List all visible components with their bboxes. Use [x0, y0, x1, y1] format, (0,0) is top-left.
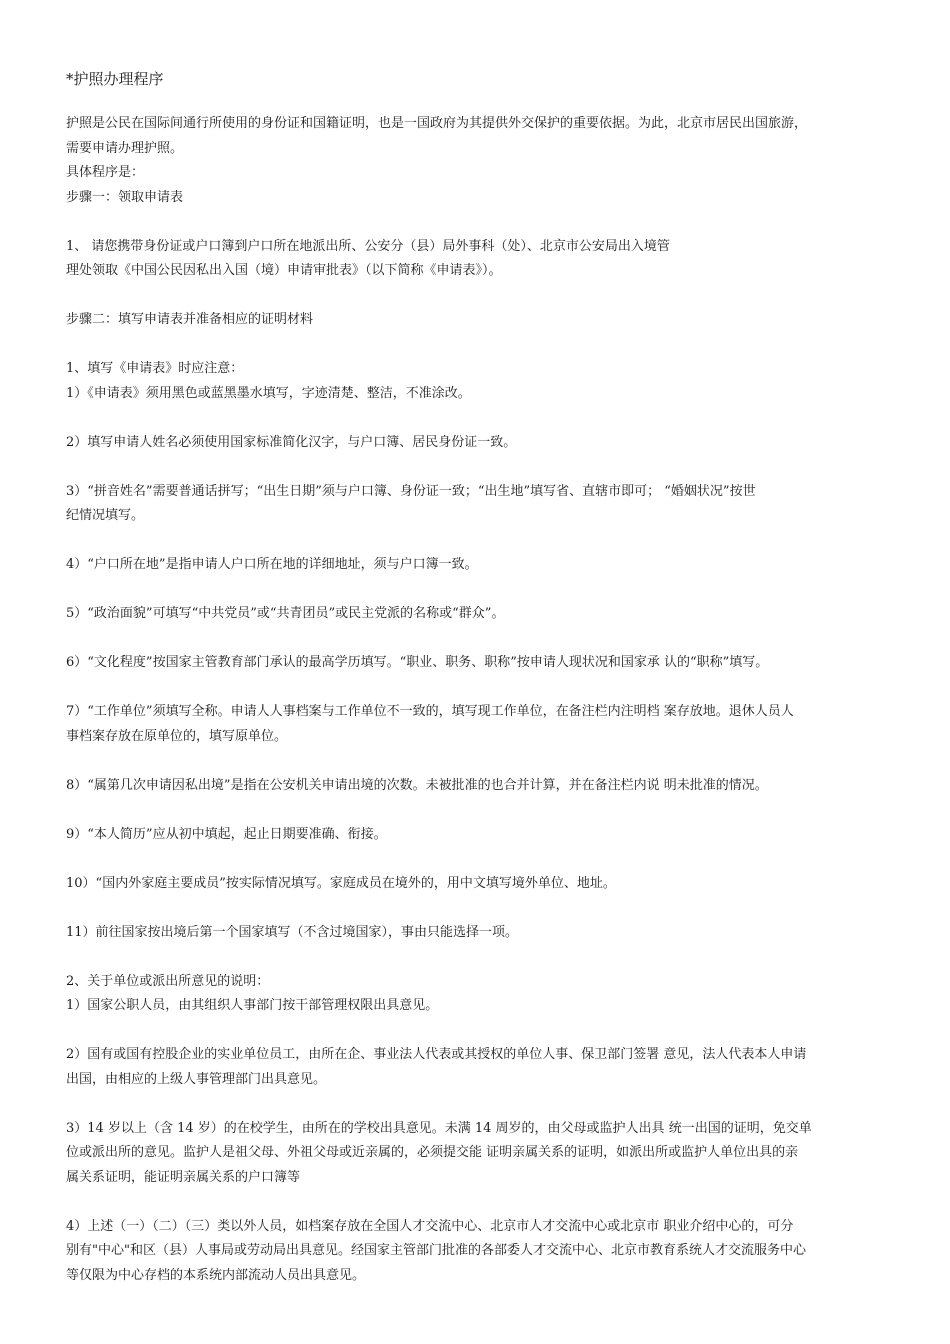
note-4: 4）“户口所在地”是指申请人户口所在地的详细地址，须与户口簿一致。 [66, 557, 478, 572]
step-1-heading: 步骤一：领取申请表 [66, 189, 184, 205]
step-1-item-line-1: 1、 请您携带身份证或户口簿到户口所在地派出所、公安分（县）局外事科（处）、北京市公安局出入境管 [66, 238, 670, 254]
spacer [66, 945, 886, 970]
opinion-4-line-2: 别有"中心"和区（县）人事局或劳动局出具意见。经国家主管部门批准的各部委人才交流中心、北京市教育系统人才交流服务中心 [66, 1243, 806, 1258]
note-11: 11）前往国家按出境后第一个国家填写（不含过境国家），事由只能选择一项。 [66, 924, 519, 940]
spacer [66, 749, 886, 774]
opinion-4-line-3: 等仅限为中心存档的本系统内部流动人员出具意见。 [66, 1267, 366, 1283]
opinion-3-line-3: 属关系证明，能证明亲属关系的户口簿等 [66, 1169, 301, 1185]
opinion-2-line-2: 出国，由相应的上级人事管理部门出具意见。 [66, 1071, 327, 1087]
note-9: 9）“本人简历”应从初中填起，起止日期要准确、衔接。 [66, 826, 387, 842]
note-7-line-1: 7）“工作单位”须填写全称。申请人人事档案与工作单位不一致的，填写现工作单位，在备注栏内注明档 案存放地。退休人员人 [66, 704, 794, 719]
opinion-3-line-1: 3）14 岁以上（含 14 岁）的在校学生，由所在的学校出具意见。未满 14 周岁的，由父母或监护人出具 统一出国的证明，免交单 [66, 1120, 812, 1136]
spacer [66, 210, 886, 235]
document-title: *护照办理程序 [66, 70, 164, 88]
opinion-2-line-1: 2）国有或国有控股企业的实业单位员工，由所在企、事业法人代表或其授权的单位人事、保卫部门签署 意见，法人代表本人申请 [66, 1047, 807, 1062]
spacer [66, 284, 886, 309]
spacer [66, 627, 886, 652]
spacer [66, 333, 886, 358]
intro-line-2: 需要申请办理护照。 [66, 140, 184, 156]
note-1: 1）《申请表》须用黑色或蓝黑墨水填写，字迹清楚、整洁，不准涂改。 [66, 385, 471, 401]
opinion-4-line-1: 4）上述（一）（二）（三）类以外人员，如档案存放在全国人才交流中心、北京市人才交流中心或北京市 职业介绍中心的，可分 [66, 1218, 794, 1234]
fill-notes-heading: 1、填写《申请表》时应注意： [66, 361, 244, 376]
spacer [66, 847, 886, 872]
step-2-heading: 步骤二：填写申请表并准备相应的证明材料 [66, 312, 314, 327]
spacer [66, 455, 886, 480]
document-page [66, 66, 886, 1288]
note-7-line-2: 事档案存放在原单位的，填写原单位。 [66, 728, 288, 744]
spacer [66, 1092, 886, 1117]
note-3-line-1: 3）“拼音姓名”需要普通话拼写；“出生日期”须与户口簿、身份证一致；“出生地”填写省、直辖市即可； “婚姻状况”按世 [66, 483, 756, 499]
note-3-line-2: 纪情况填写。 [66, 508, 145, 523]
note-2: 2）填写申请人姓名必须使用国家标准简化汉字，与户口簿、居民身份证一致。 [66, 434, 517, 450]
opinion-3-line-2: 位或派出所的意见。监护人是祖父母、外祖父母或近亲属的，必须提交能 证明亲属关系的证明，如派出所或监护人单位出具的亲 [66, 1145, 799, 1160]
note-6: 6）“文化程度”按国家主管教育部门承认的最高学历填写。“职业、职务、职称”按申请人现状况和国家承 认的“职称”填写。 [66, 655, 769, 670]
step-1-item-line-2: 理处领取《中国公民因私出入国（境）申请审批表》（以下简称《申请表》）。 [66, 263, 502, 278]
spacer [66, 676, 886, 701]
opinion-1: 1）国家公职人员，由其组织人事部门按干部管理权限出具意见。 [66, 998, 439, 1013]
program-label: 具体程序是： [66, 165, 145, 180]
note-5: 5）“政治面貌”可填写“中共党员”或“共青团员”或民主党派的名称或“群众”。 [66, 606, 505, 621]
spacer [66, 798, 886, 823]
spacer [66, 1019, 886, 1044]
spacer [66, 896, 886, 921]
note-8: 8）“属第几次申请因私出境”是指在公安机关申请出境的次数。未被批准的也合并计算，并在备注栏内说 明未批准的情况。 [66, 777, 768, 793]
intro-line-1: 护照是公民在国际间通行所使用的身份证和国籍证明，也是一国政府为其提供外交保护的重要依据。为此，北京市居民出国旅游， [66, 116, 808, 131]
spacer [66, 529, 886, 554]
spacer [66, 1190, 886, 1215]
spacer [66, 406, 886, 431]
note-10: 10）“国内外家庭主要成员”按实际情况填写。家庭成员在境外的，用中文填写境外单位、地址。 [66, 875, 616, 891]
spacer [66, 578, 886, 603]
opinion-heading: 2、关于单位或派出所意见的说明： [66, 973, 270, 989]
